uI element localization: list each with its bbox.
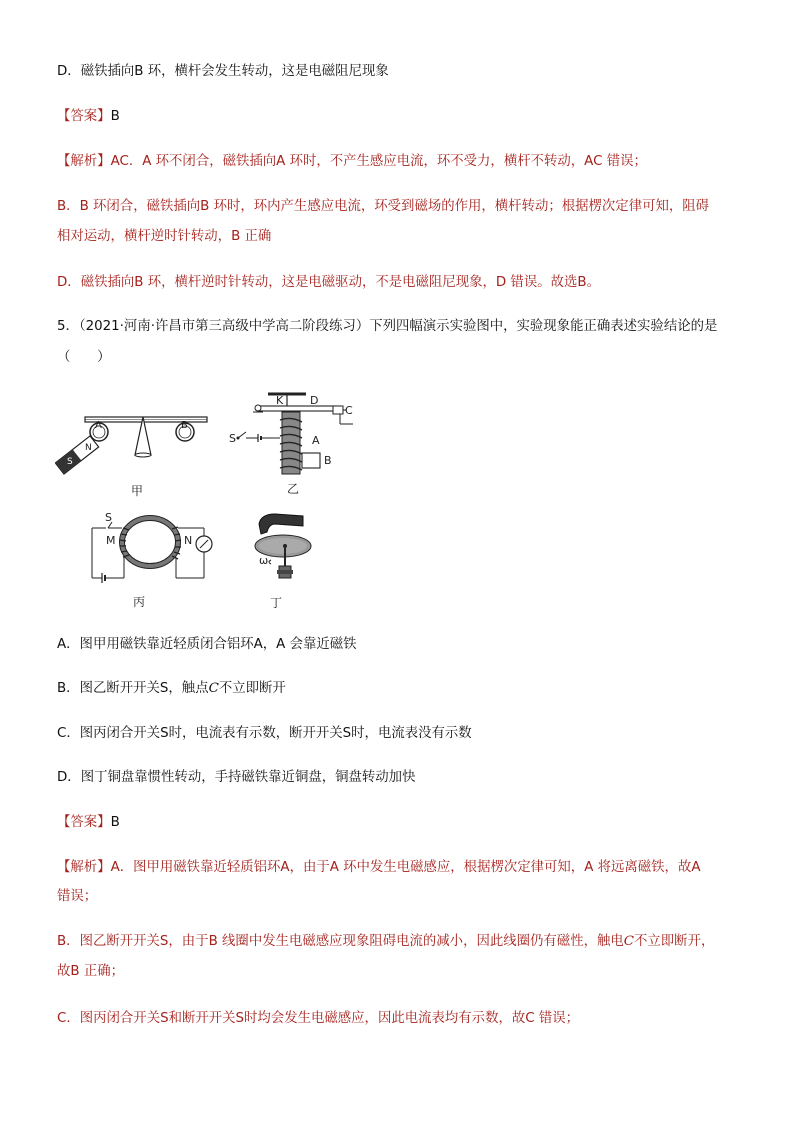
explanation-tag-2: 【解析】 bbox=[57, 860, 111, 875]
explanation-line-6: C．图丙闭合开关S和断开开关S时均会发生电磁感应，因此电流表均有示数，故C 错误； bbox=[57, 1011, 580, 1026]
figure-ding-drawing bbox=[245, 510, 315, 590]
answer-value-2: B bbox=[110, 815, 120, 830]
label-k: K bbox=[276, 394, 284, 407]
explanation-line-4b: 错误； bbox=[57, 889, 98, 904]
exp5-post: 不立即断开， bbox=[634, 934, 715, 949]
answer-line-1 bbox=[57, 108, 120, 126]
option-b-pre: B．图乙断开开关S，触点 bbox=[57, 681, 209, 696]
question-5-line-2: （ ） bbox=[57, 350, 111, 365]
explanation-line-2a: B．B 环闭合，磁铁插向B 环时，环内产生感应电流，环受到磁场的作用，横杆转动；根据楞次定律可知，阻碍 bbox=[57, 199, 710, 214]
explanation-line-4 bbox=[57, 859, 701, 877]
explanation-tag: 【解析】 bbox=[57, 154, 111, 169]
figure-ding-caption: 丁 bbox=[270, 596, 283, 610]
label-bing-n: N bbox=[184, 534, 193, 547]
option-b-var: C bbox=[208, 681, 219, 696]
explanation-line-5a bbox=[57, 933, 714, 951]
figure-jia bbox=[55, 395, 215, 495]
figure-bing bbox=[88, 510, 218, 585]
ring-a-label: A bbox=[95, 420, 102, 431]
figure-yi-caption: 乙 bbox=[287, 482, 300, 496]
figure-yi-drawing bbox=[228, 390, 363, 485]
answer-line-2 bbox=[57, 814, 120, 832]
figure-jia-caption: 甲 bbox=[131, 484, 144, 498]
label-c: C bbox=[345, 404, 353, 417]
magnet-n-label: N bbox=[85, 443, 92, 453]
label-a: A bbox=[312, 434, 320, 447]
ring-b-label: B bbox=[181, 420, 188, 431]
explanation-text: AC．A 环不闭合，磁铁插向A 环时，不产生感应电流，环不受力，横杆不转动，AC 错误； bbox=[110, 154, 647, 169]
option-b bbox=[57, 680, 286, 698]
option-d: D．图丁铜盘靠惯性转动，手持磁铁靠近铜盘，铜盘转动加快 bbox=[57, 770, 416, 785]
label-b: B bbox=[324, 454, 332, 467]
figure-ding bbox=[245, 510, 315, 590]
option-c: C．图丙闭合开关S时，电流表有示数，断开开关S时，电流表没有示数 bbox=[57, 726, 472, 741]
option-d-line: D．磁铁插向B 环，横杆会发生转动，这是电磁阻尼现象 bbox=[57, 64, 389, 79]
figure-jia-drawing bbox=[55, 395, 215, 495]
label-d: D bbox=[310, 394, 319, 407]
option-a: A．图甲用磁铁靠近轻质闭合铝环A，A 会靠近磁铁 bbox=[57, 637, 357, 652]
exp5-pre: B．图乙断开开关S，由于B 线圈中发生电磁感应现象阻碍电流的减小，因此线圈仍有磁性，触电 bbox=[57, 934, 624, 949]
label-s: S bbox=[229, 432, 236, 445]
explanation-line-5b: 故B 正确； bbox=[57, 964, 125, 979]
label-bing-m: M bbox=[106, 534, 116, 547]
question-5-line-1: 5．（2021·河南·许昌市第三高级中学高二阶段练习）下列四幅演示实验图中，实验现象能正确表述实验结论的是 bbox=[57, 319, 718, 334]
answer-tag-2: 【答案】 bbox=[57, 815, 111, 830]
label-bing-s: S bbox=[105, 511, 112, 524]
explanation-line-3: D．磁铁插向B 环，横杆逆时针转动，这是电磁驱动，不是电磁阻尼现象，D 错误。故选B。 bbox=[57, 275, 600, 290]
figure-bing-caption: 丙 bbox=[133, 595, 146, 609]
explanation-line-1 bbox=[57, 153, 647, 171]
label-omega: ω bbox=[259, 554, 269, 567]
answer-value: B bbox=[110, 109, 120, 124]
option-b-post: 不立即断开 bbox=[218, 681, 286, 696]
explanation-line-2b: 相对运动，横杆逆时针转动，B 正确 bbox=[57, 229, 272, 244]
magnet-s-label: S bbox=[67, 457, 73, 467]
exp5-var: C bbox=[623, 934, 635, 949]
figure-yi bbox=[228, 390, 363, 485]
answer-tag: 【答案】 bbox=[57, 109, 111, 124]
explanation-text-4: A．图甲用磁铁靠近轻质铝环A，由于A 环中发生电磁感应，根据楞次定律可知，A 将远离磁铁，故A bbox=[110, 860, 701, 875]
